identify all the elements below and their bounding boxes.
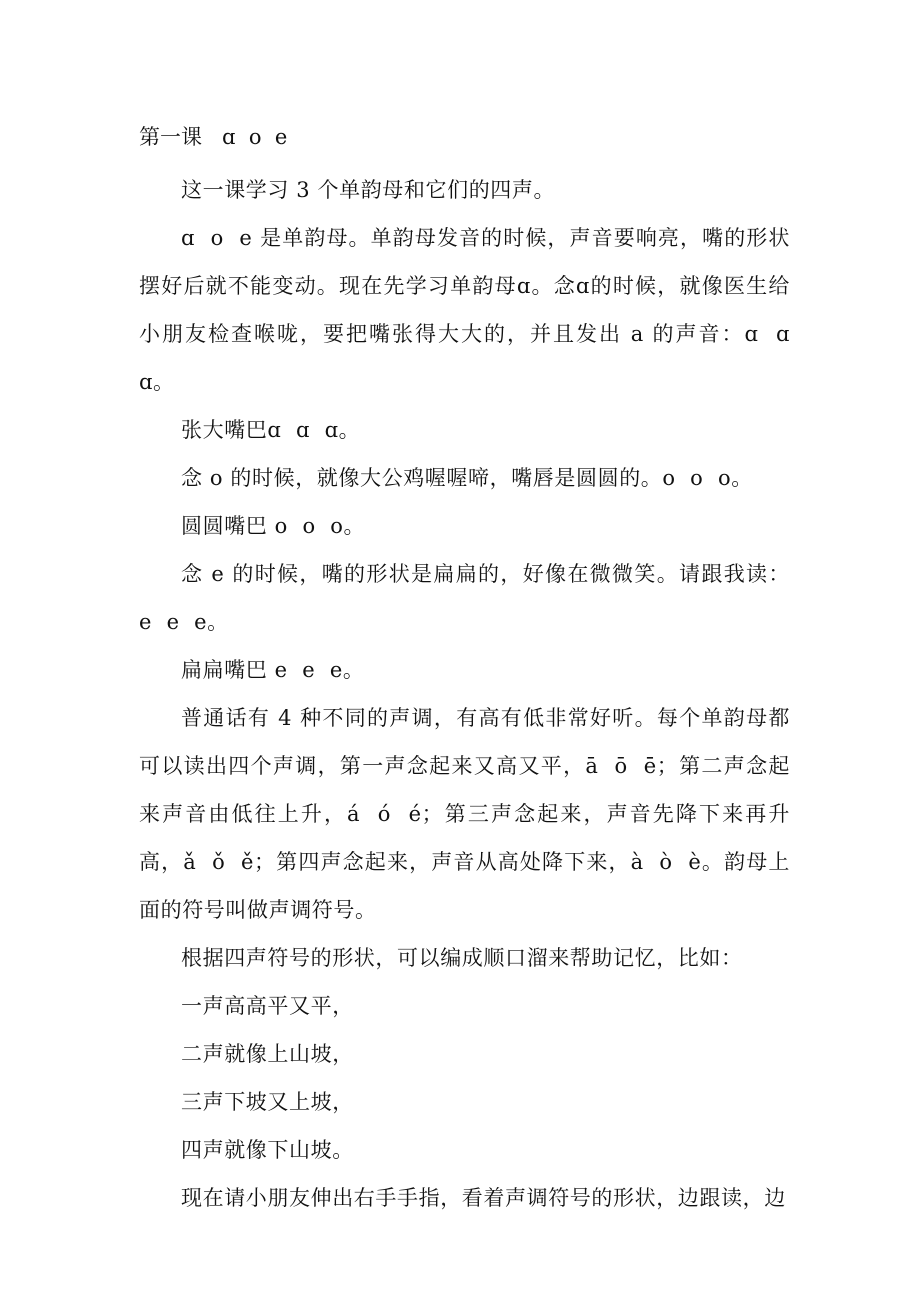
paragraph-o-sound: 念 o 的时候，就像大公鸡喔喔啼，嘴唇是圆圆的。o o o。 bbox=[181, 466, 753, 490]
paragraph-flat-mouth: 扁扁嘴巴 e e e。 bbox=[181, 658, 365, 682]
paragraph-round-mouth: 圆圆嘴巴 o o o。 bbox=[181, 514, 366, 538]
paragraph-finger-practice: 现在请小朋友伸出右手手指，看着声调符号的形状，边跟读，边 bbox=[181, 1186, 786, 1210]
paragraph-single-finals: ɑ o e 是单韵母。单韵母发音的时候，声音要响亮，嘴的形状摆好后就不能变动。现在先学习单韵母ɑ。念ɑ的时候，就像医生给小朋友检查喉咙，要把嘴张得大大的，并且发出 a 的声音：ɑ ɑ ɑ。 bbox=[139, 226, 805, 394]
paragraph-four-tones: 普通话有 4 种不同的声调，有高有低非常好听。每个单韵母都可以读出四个声调，第一声念起来又高又平，ā ō ē；第二声念起来声音由低往上升，á ó é；第三声念起来，声音先降下来再升高，ǎ ǒ ě；第四声念起来，声音从高处降下来，à ò è。韵母上面的符号叫做声调符号。 bbox=[139, 706, 790, 922]
paragraph-open-mouth: 张大嘴巴ɑ ɑ ɑ。 bbox=[181, 418, 361, 442]
paragraph-e-sound: 念 e 的时候，嘴的形状是扁扁的，好像在微微笑。请跟我读： e e e。 bbox=[139, 562, 805, 634]
rhyme-line-1: 一声高高平又平， bbox=[181, 994, 354, 1018]
rhyme-line-3: 三声下坡又上坡， bbox=[181, 1090, 354, 1114]
rhyme-line-2: 二声就像上山坡， bbox=[181, 1042, 354, 1066]
rhyme-line-4: 四声就像下山坡。 bbox=[181, 1138, 354, 1162]
paragraph-intro: 这一课学习 3 个单韵母和它们的四声。 bbox=[181, 178, 556, 202]
paragraph-rhyme-intro: 根据四声符号的形状，可以编成顺口溜来帮助记忆，比如： bbox=[181, 946, 743, 970]
lesson-title: 第一课 ɑ o e bbox=[139, 125, 288, 149]
document-body bbox=[139, 118, 805, 1222]
